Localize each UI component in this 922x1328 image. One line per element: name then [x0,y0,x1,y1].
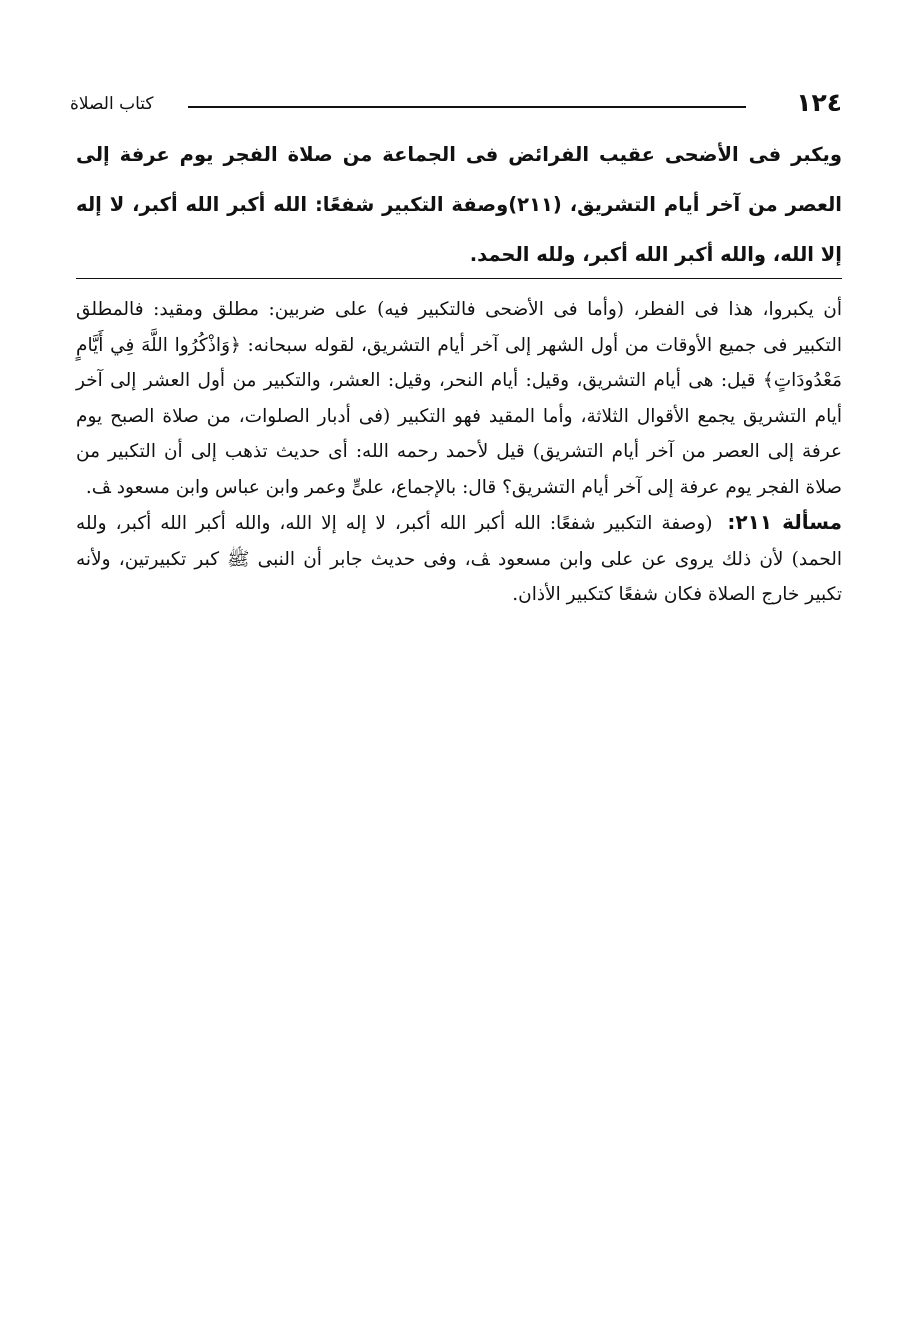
book-title: كتاب الصلاة [70,94,154,114]
header-rule [188,106,746,108]
main-text: ويكبر فى الأضحى عقيب الفرائض فى الجماعة من صلاة الفجر يوم عرفة إلى العصر من آخر أيام التشريق، (٢١١)وصفة التكبير شفعًا: الله أكبر الله أكبر، لا إله إلا الله، والله أكبر الله أكبر، ولله الحمد. [76,143,842,266]
masala-text: (وصفة التكبير شفعًا: الله أكبر الله أكبر، لا إله إلا الله، والله أكبر الله أكبر، ولله الحمد) لأن ذلك يروى عن على وابن مسعود ﭫ، وفى حديث جابر أن النبى ﷺ كبر تكبيرتين، ولأنه تكبير خارج الصلاة فكان شفعًا كتكبير الأذان. [76,513,842,605]
running-header [70,88,842,128]
commentary-paragraph: أن يكبروا، هذا فى الفطر، (وأما فى الأضحى فالتكبير فيه) على ضربين: مطلق ومقيد: فالمطلق التكبير فى جميع الأوقات من أول الشهر إلى آخر أيام التشريق، لقوله سبحانه: ﴿وَاذْكُرُوا اللَّهَ فِي أَيَّامٍ مَعْدُودَاتٍ﴾ قيل: هى أيام التشريق، وقيل: أيام النحر، وقيل: العشر، والتكبير من أول العشر إلى آخر أيام التشريق يجمع الأقوال الثلاثة، وأما المقيد فهو التكبير (فى أدبار الصلوات، من صلاة الصبح يوم عرفة إلى العصر من آخر أيام التشريق) قيل لأحمد رحمه الله: أى حديث تذهب إلى أن التكبير من صلاة الفجر يوم عرفة إلى آخر أيام التشريق؟ قال: بالإجماع، علىٍّ وعمر وابن عباس وابن مسعود ﭫ. [76,299,842,498]
masala-label: مسألة ٢١١: [727,510,842,534]
commentary-paragraph [76,505,842,613]
separator-rule [76,278,842,279]
commentary [76,292,842,613]
page-number: ١٢٤ [796,88,842,117]
